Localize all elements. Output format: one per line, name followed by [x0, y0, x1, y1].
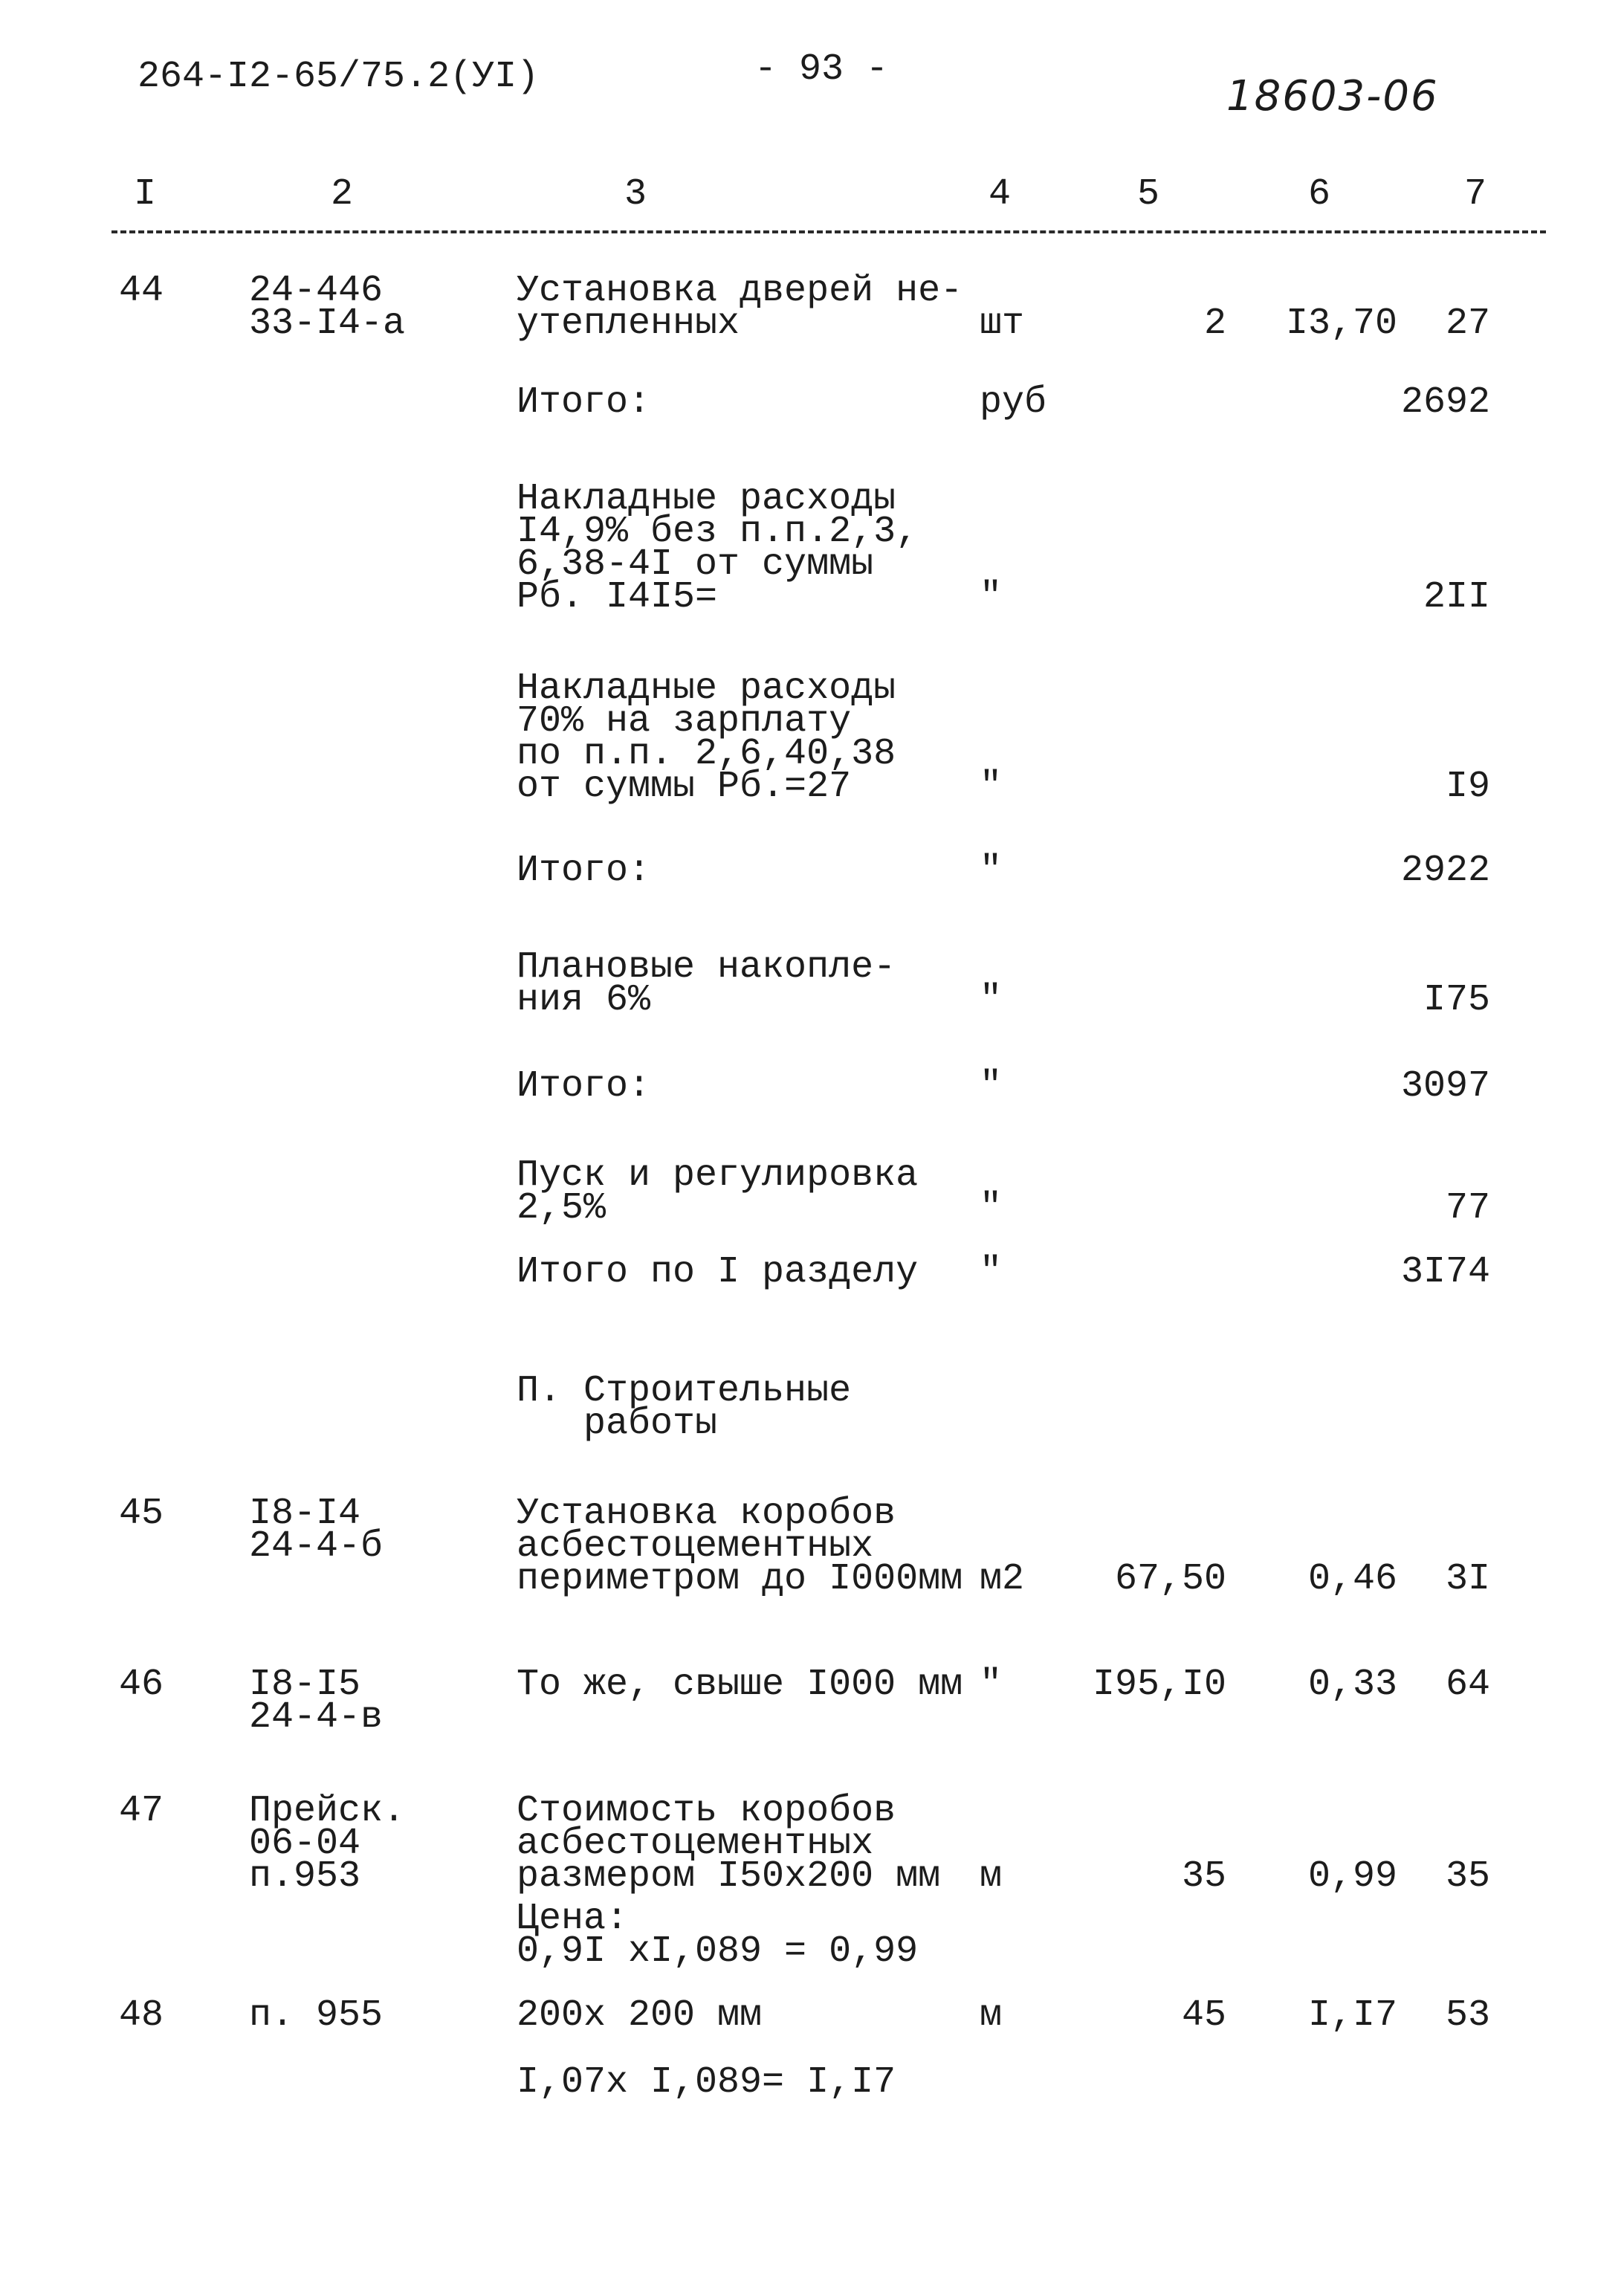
unit-price: I3,70 [1285, 303, 1397, 345]
unit: " [980, 766, 1003, 808]
work-description: Плановые накопле- ния 6% [517, 946, 896, 1021]
total-cost: 3097 [1400, 1065, 1490, 1108]
unit: " [980, 1187, 1003, 1229]
rate-reference: I8-I4 24-4-б [249, 1493, 384, 1568]
total-cost: 53 [1445, 1994, 1490, 2037]
row-number: 47 [119, 1790, 164, 1832]
row-number: 45 [119, 1493, 164, 1535]
rate-reference: Прейск. 06-04 п.953 [249, 1790, 406, 1898]
unit: м [980, 1994, 1003, 2037]
column-number-4: 4 [989, 173, 1012, 216]
column-number-header [111, 173, 1546, 233]
work-description: Итого: [517, 1065, 651, 1108]
rate-reference: I8-I5 24-4-в [249, 1664, 384, 1739]
unit: шт [980, 303, 1025, 345]
unit: руб [980, 381, 1047, 424]
unit: " [980, 1251, 1003, 1293]
quantity: I95,I0 [1092, 1664, 1226, 1706]
unit: " [980, 576, 1003, 618]
column-number-6: 6 [1308, 173, 1331, 216]
total-cost: 64 [1445, 1664, 1490, 1706]
total-cost: 27 [1445, 303, 1490, 345]
work-description: Итого: [517, 381, 651, 424]
unit: " [980, 979, 1003, 1021]
quantity: 2 [1203, 303, 1226, 345]
document-code: 264-I2-65/75.2(УI) [138, 56, 540, 98]
work-description: Накладные расходы 70% на зарплату по п.п. 2,6,40,38 от суммы Рб.=27 [517, 668, 896, 808]
column-number-2: 2 [331, 173, 354, 216]
work-description: Пуск и регулировка 2,5% [517, 1154, 919, 1229]
unit-price: 0,33 [1307, 1664, 1397, 1706]
unit: м2 [980, 1558, 1025, 1600]
unit: " [980, 1664, 1003, 1706]
unit-price: 0,99 [1307, 1855, 1397, 1898]
quantity: 45 [1181, 1994, 1226, 2037]
total-cost: 35 [1445, 1855, 1490, 1898]
unit-price: I,I7 [1307, 1994, 1397, 2037]
row-number: 48 [119, 1994, 164, 2037]
row-number: 46 [119, 1664, 164, 1706]
quantity: 67,50 [1114, 1558, 1226, 1600]
work-description: Итого по I разделу [517, 1251, 919, 1293]
work-description: То же, свыше I000 мм [517, 1664, 963, 1706]
rate-reference: п. 955 [249, 1994, 384, 2037]
total-cost: I9 [1445, 766, 1490, 808]
column-number-7: 7 [1464, 173, 1487, 216]
total-cost: 3I74 [1400, 1251, 1490, 1293]
total-cost: I75 [1423, 979, 1490, 1021]
quantity: 35 [1181, 1855, 1226, 1898]
unit: " [980, 850, 1003, 892]
total-cost: 2II [1423, 576, 1490, 618]
unit: " [980, 1065, 1003, 1108]
work-description: Цена: 0,9I хI,089 = 0,99 [517, 1898, 919, 1973]
work-description: 200х 200 мм [517, 1994, 763, 2037]
total-cost: 3I [1445, 1558, 1490, 1600]
column-number-1: I [134, 173, 157, 216]
work-description: Установка дверей не- утепленных [517, 270, 963, 345]
archive-stamp-number: 18603-06 [1226, 72, 1439, 120]
total-cost: 2692 [1400, 381, 1490, 424]
work-description: Стоимость коробов асбестоцементных размером I50х200 мм [517, 1790, 941, 1898]
column-number-5: 5 [1137, 173, 1160, 216]
work-description: Установка коробов асбестоцементных периметром до I000мм [517, 1493, 963, 1600]
total-cost: 2922 [1400, 850, 1490, 892]
unit-price: 0,46 [1307, 1558, 1397, 1600]
work-description: I,07х I,089= I,I7 [517, 2061, 896, 2104]
column-number-3: 3 [624, 173, 647, 216]
unit: м [980, 1855, 1003, 1898]
page-number: - 93 - [754, 48, 889, 91]
row-number: 44 [119, 270, 164, 312]
work-description: П. Строительные работы [517, 1370, 852, 1445]
total-cost: 77 [1445, 1187, 1490, 1229]
work-description: Итого: [517, 850, 651, 892]
rate-reference: 24-446 33-I4-а [249, 270, 406, 345]
work-description: Накладные расходы I4,9% без п.п.2,3, 6,38-4I от суммы Рб. I4I5= [517, 478, 919, 618]
